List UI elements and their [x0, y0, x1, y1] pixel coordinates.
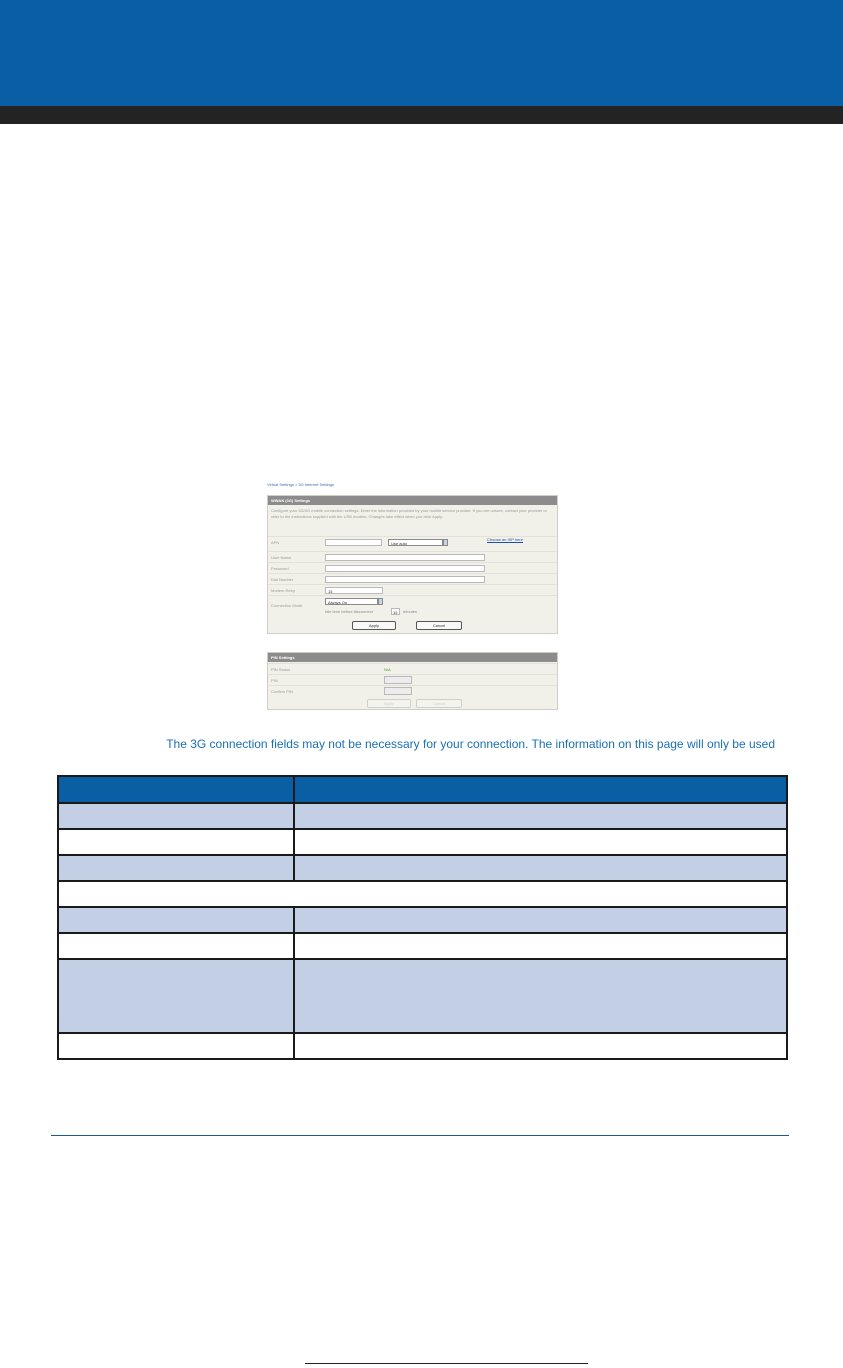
apn-row — [268, 536, 557, 547]
retry-row — [268, 584, 557, 595]
apply-button-disabled: Apply — [367, 699, 411, 708]
table-cell — [58, 803, 294, 829]
panel-title: WWAN (3G) Settings — [268, 496, 557, 505]
footer-line — [305, 1363, 588, 1364]
table-row — [58, 803, 787, 829]
field-label: PIN Status — [271, 667, 291, 672]
panel-description: Configure your 3G/4G mobile connection settings. Enter the information provided by your mobile service provider. If you are unsure, contact your provider or refer to the instructions supplied with the USB modem. Changes take effect when you click Apply. — [271, 508, 547, 519]
apply-button[interactable]: Apply — [352, 621, 396, 630]
idle-text: Idle time before disconnect — [325, 609, 373, 614]
chevron-down-icon[interactable] — [443, 539, 448, 546]
table-cell — [58, 933, 294, 959]
table-row — [58, 959, 787, 1033]
field-label: User Name — [271, 555, 292, 560]
chevron-down-icon[interactable] — [378, 598, 383, 605]
password-input[interactable] — [325, 565, 485, 572]
pin-status-row — [268, 663, 557, 674]
field-label: Connection Mode — [271, 603, 303, 608]
idle-input[interactable]: 15 — [391, 608, 400, 615]
username-row — [268, 551, 557, 562]
table-row — [58, 881, 787, 907]
pin-status-value: N/A — [384, 667, 391, 672]
section-divider — [51, 1135, 789, 1136]
table-cell — [58, 907, 294, 933]
field-label: Confirm PIN — [271, 689, 293, 694]
table-cell — [294, 803, 787, 829]
table-cell — [294, 933, 787, 959]
field-label: Modem Retry — [271, 588, 296, 593]
field-label: Password — [271, 566, 289, 571]
apn-input[interactable] — [325, 539, 382, 546]
panel-title: PIN Settings — [268, 653, 557, 662]
settings-table — [57, 775, 788, 1060]
idle-unit: minutes — [403, 609, 418, 614]
password-row — [268, 562, 557, 573]
table-cell — [294, 776, 787, 803]
table-cell — [58, 881, 787, 907]
pin-row — [268, 674, 557, 685]
caption-text: The 3G connection fields may not be necessary for your connection. The information on this page will only be used — [166, 737, 775, 751]
confirm-pin-input[interactable] — [384, 687, 412, 695]
field-label: APN — [271, 540, 280, 545]
mode-row — [268, 595, 557, 617]
table-cell — [294, 829, 787, 855]
dial-row — [268, 573, 557, 584]
table-cell — [294, 855, 787, 881]
wwan-settings-panel — [267, 495, 558, 634]
cancel-button-disabled: Cancel — [416, 699, 462, 708]
table-cell — [294, 959, 787, 1033]
table-row — [58, 855, 787, 881]
breadcrumb[interactable]: Virtual Settings > 3G Internet Settings — [267, 482, 334, 487]
table-cell — [58, 829, 294, 855]
header-band — [0, 0, 843, 106]
table-row — [58, 933, 787, 959]
table-cell — [294, 907, 787, 933]
cancel-button[interactable]: Cancel — [416, 621, 462, 630]
table-header-row — [58, 776, 787, 803]
dial-input[interactable] — [325, 576, 485, 583]
table-cell — [58, 776, 294, 803]
table-cell — [58, 855, 294, 881]
table-cell — [58, 1033, 294, 1059]
field-label: Dial Number — [271, 577, 294, 582]
mode-select[interactable]: Always On — [325, 598, 378, 605]
username-input[interactable] — [325, 554, 485, 561]
table-cell — [294, 1033, 787, 1059]
header-stripe — [0, 106, 843, 124]
field-label: PIN — [271, 678, 278, 683]
table-row — [58, 829, 787, 855]
isp-link[interactable]: Choose an ISP here — [487, 537, 523, 542]
embedded-screenshot — [267, 480, 558, 712]
table-row — [58, 907, 787, 933]
confirm-pin-row — [268, 685, 557, 696]
pin-settings-panel — [267, 652, 558, 710]
table-row — [58, 1033, 787, 1059]
retry-input[interactable]: 15 — [325, 587, 383, 594]
pin-input[interactable] — [384, 676, 412, 684]
apn-select[interactable]: Use auto — [388, 539, 443, 546]
table-cell — [58, 959, 294, 1033]
